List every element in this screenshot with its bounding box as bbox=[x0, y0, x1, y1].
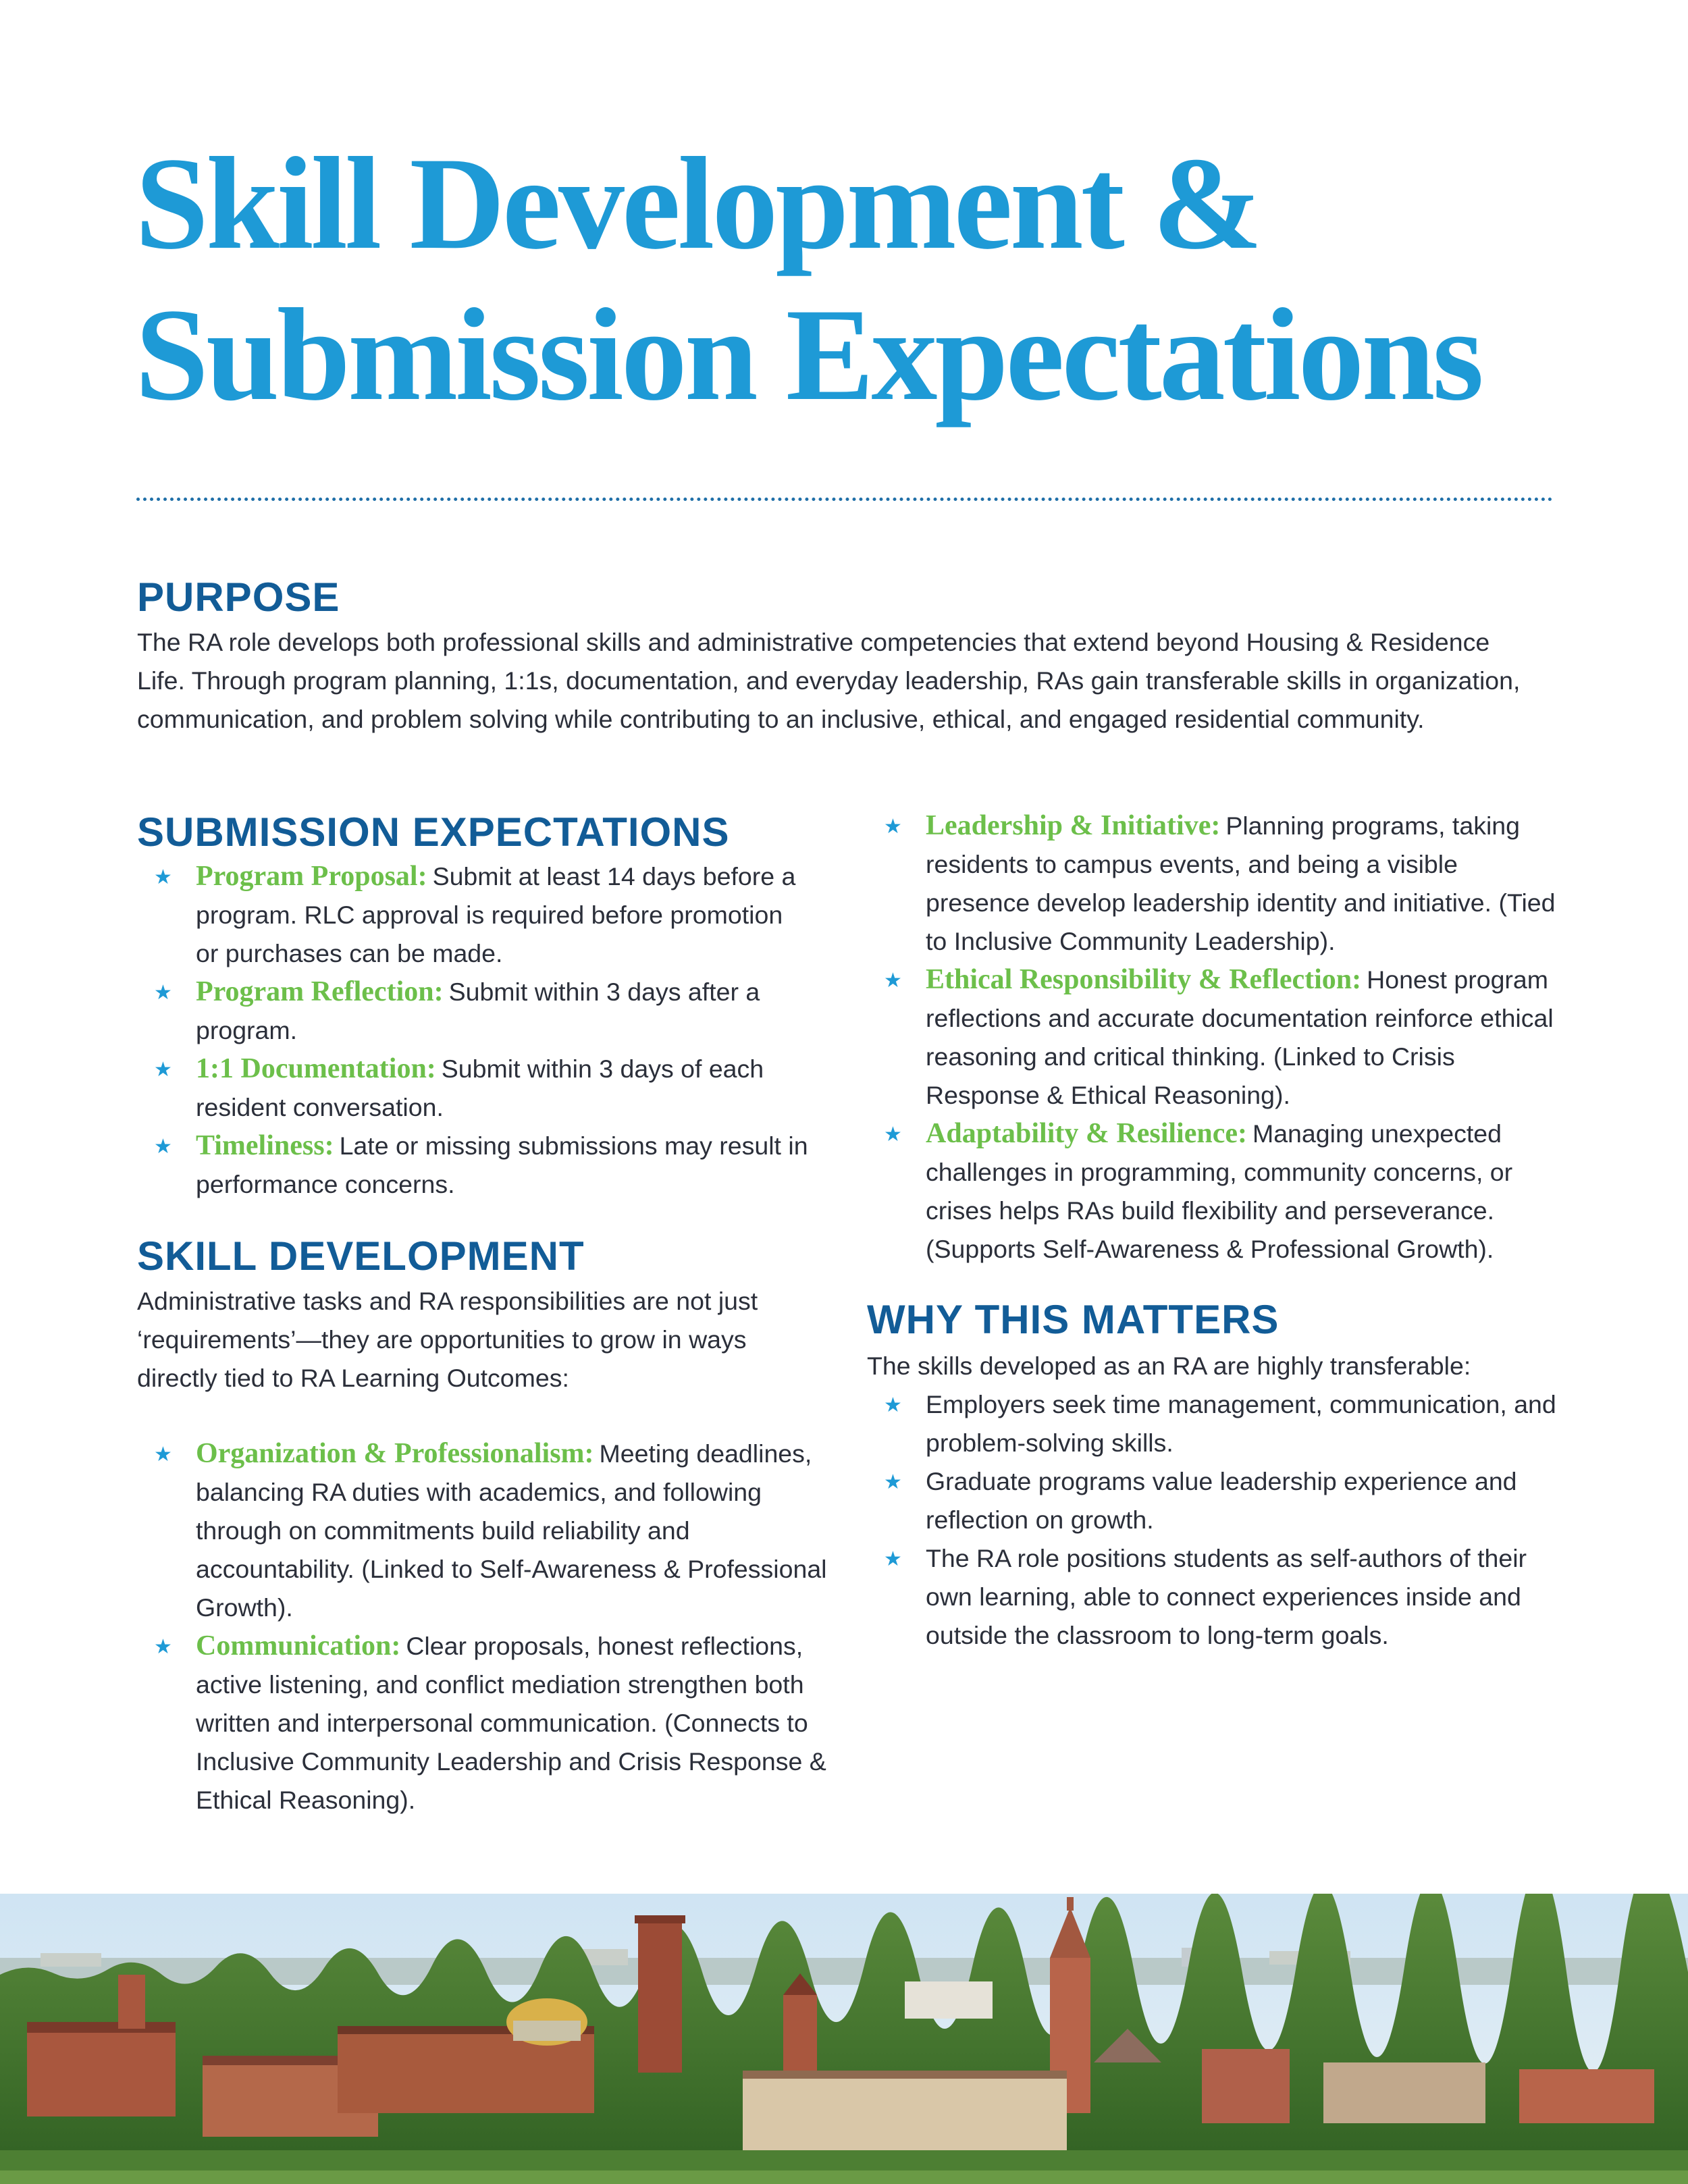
submission-heading: SUBMISSION EXPECTATIONS bbox=[137, 809, 730, 855]
why-list bbox=[865, 1385, 1567, 1655]
item-text: Submit within 3 days after a program. bbox=[196, 978, 760, 1044]
item-text: Clear proposals, honest reflections, active listening, and conflict mediation strengthen both written and interpersonal communication. (Connects to Inclusive Community Leadership and Crisis Response & Ethical Reasoning). bbox=[196, 1632, 826, 1814]
skill-heading: SKILL DEVELOPMENT bbox=[137, 1233, 585, 1279]
dotted-divider bbox=[136, 498, 1553, 501]
list-item bbox=[865, 961, 1567, 1115]
item-term: Organization & Professionalism: bbox=[196, 1438, 594, 1469]
star-bullet-icon: ★ bbox=[154, 865, 172, 889]
item-term: Program Reflection: bbox=[196, 976, 444, 1007]
item-term: Communication: bbox=[196, 1630, 401, 1661]
item-text: Meeting deadlines, balancing RA duties with academics, and following through on commitments build reliability and accountability. (Linked to Self-Awareness & Professional Growth). bbox=[196, 1439, 827, 1622]
item-text: Graduate programs value leadership experience and reflection on growth. bbox=[926, 1467, 1517, 1534]
item-term: 1:1 Documentation: bbox=[196, 1053, 436, 1084]
item-text: Managing unexpected challenges in programming, community concerns, or crises helps RAs build flexibility and perseverance. (Supports Self-Awareness & Professional Growth). bbox=[926, 1119, 1513, 1263]
list-item bbox=[865, 1539, 1567, 1655]
star-bullet-icon: ★ bbox=[154, 1635, 172, 1659]
star-bullet-icon: ★ bbox=[154, 1443, 172, 1466]
star-bullet-icon: ★ bbox=[884, 1123, 902, 1146]
item-text: Planning programs, taking residents to campus events, and being a visible presence develop leadership identity and initiative. (Tied to Inclusive Community Leadership). bbox=[926, 811, 1556, 955]
title-line-1: Skill Development & bbox=[135, 130, 1261, 277]
list-item bbox=[135, 1050, 810, 1127]
item-text: Honest program reflections and accurate documentation reinforce ethical reasoning and critical thinking. (Linked to Crisis Response & Ethical Reasoning). bbox=[926, 965, 1554, 1109]
item-text: Submit at least 14 days before a program. RLC approval is required before promotion or purchases can be made. bbox=[196, 862, 796, 967]
list-item bbox=[135, 857, 810, 973]
item-term: Leadership & Initiative: bbox=[926, 810, 1221, 841]
title-line-2: Submission Expectations bbox=[135, 282, 1481, 428]
skill-list-continued bbox=[865, 807, 1567, 1269]
submission-list bbox=[135, 857, 810, 1204]
why-intro: The skills developed as an RA are highly transferable: bbox=[867, 1352, 1471, 1380]
campus-skyline-photo bbox=[0, 1894, 1688, 2184]
skill-intro: Administrative tasks and RA responsibilities are not just ‘requirements’—they are opportunities to grow in ways directly tied to RA Learning Outcomes: bbox=[137, 1287, 758, 1392]
item-text: Late or missing submissions may result in performance concerns. bbox=[196, 1131, 808, 1198]
purpose-text: The RA role develops both professional skills and administrative competencies that extend beyond Housing & Residence Life. Through program planning, 1:1s, documentation, and everyday leadership, RAs gain transferable skills in organization, communication, and problem solving while contributing to an inclusive, ethical, and engaged residential community. bbox=[137, 628, 1521, 733]
item-text: The RA role positions students as self-authors of their own learning, able to connect experiences inside and outside the classroom to long-term goals. bbox=[926, 1544, 1527, 1649]
star-bullet-icon: ★ bbox=[884, 1547, 902, 1571]
star-bullet-icon: ★ bbox=[884, 969, 902, 992]
star-bullet-icon: ★ bbox=[154, 1058, 172, 1082]
list-item bbox=[135, 973, 810, 1050]
why-heading: WHY THIS MATTERS bbox=[867, 1297, 1280, 1342]
list-item bbox=[865, 1462, 1567, 1539]
list-item bbox=[865, 1385, 1567, 1462]
list-item bbox=[135, 1127, 810, 1204]
item-text: Submit within 3 days of each resident conversation. bbox=[196, 1055, 764, 1121]
item-term: Ethical Responsibility & Reflection: bbox=[926, 964, 1362, 995]
skill-list bbox=[135, 1435, 837, 1819]
item-text: Employers seek time management, communication, and problem-solving skills. bbox=[926, 1390, 1556, 1457]
list-item bbox=[135, 1627, 837, 1819]
item-term: Program Proposal: bbox=[196, 861, 427, 892]
item-term: Timeliness: bbox=[196, 1130, 334, 1161]
list-item bbox=[135, 1435, 837, 1627]
list-item bbox=[865, 807, 1567, 961]
star-bullet-icon: ★ bbox=[884, 1470, 902, 1494]
star-bullet-icon: ★ bbox=[884, 1393, 902, 1417]
star-bullet-icon: ★ bbox=[884, 815, 902, 838]
star-bullet-icon: ★ bbox=[154, 981, 172, 1005]
page-title bbox=[135, 128, 1481, 431]
purpose-heading: PURPOSE bbox=[137, 575, 340, 620]
list-item bbox=[865, 1115, 1567, 1269]
item-term: Adaptability & Resilience: bbox=[926, 1118, 1247, 1149]
star-bullet-icon: ★ bbox=[154, 1135, 172, 1158]
